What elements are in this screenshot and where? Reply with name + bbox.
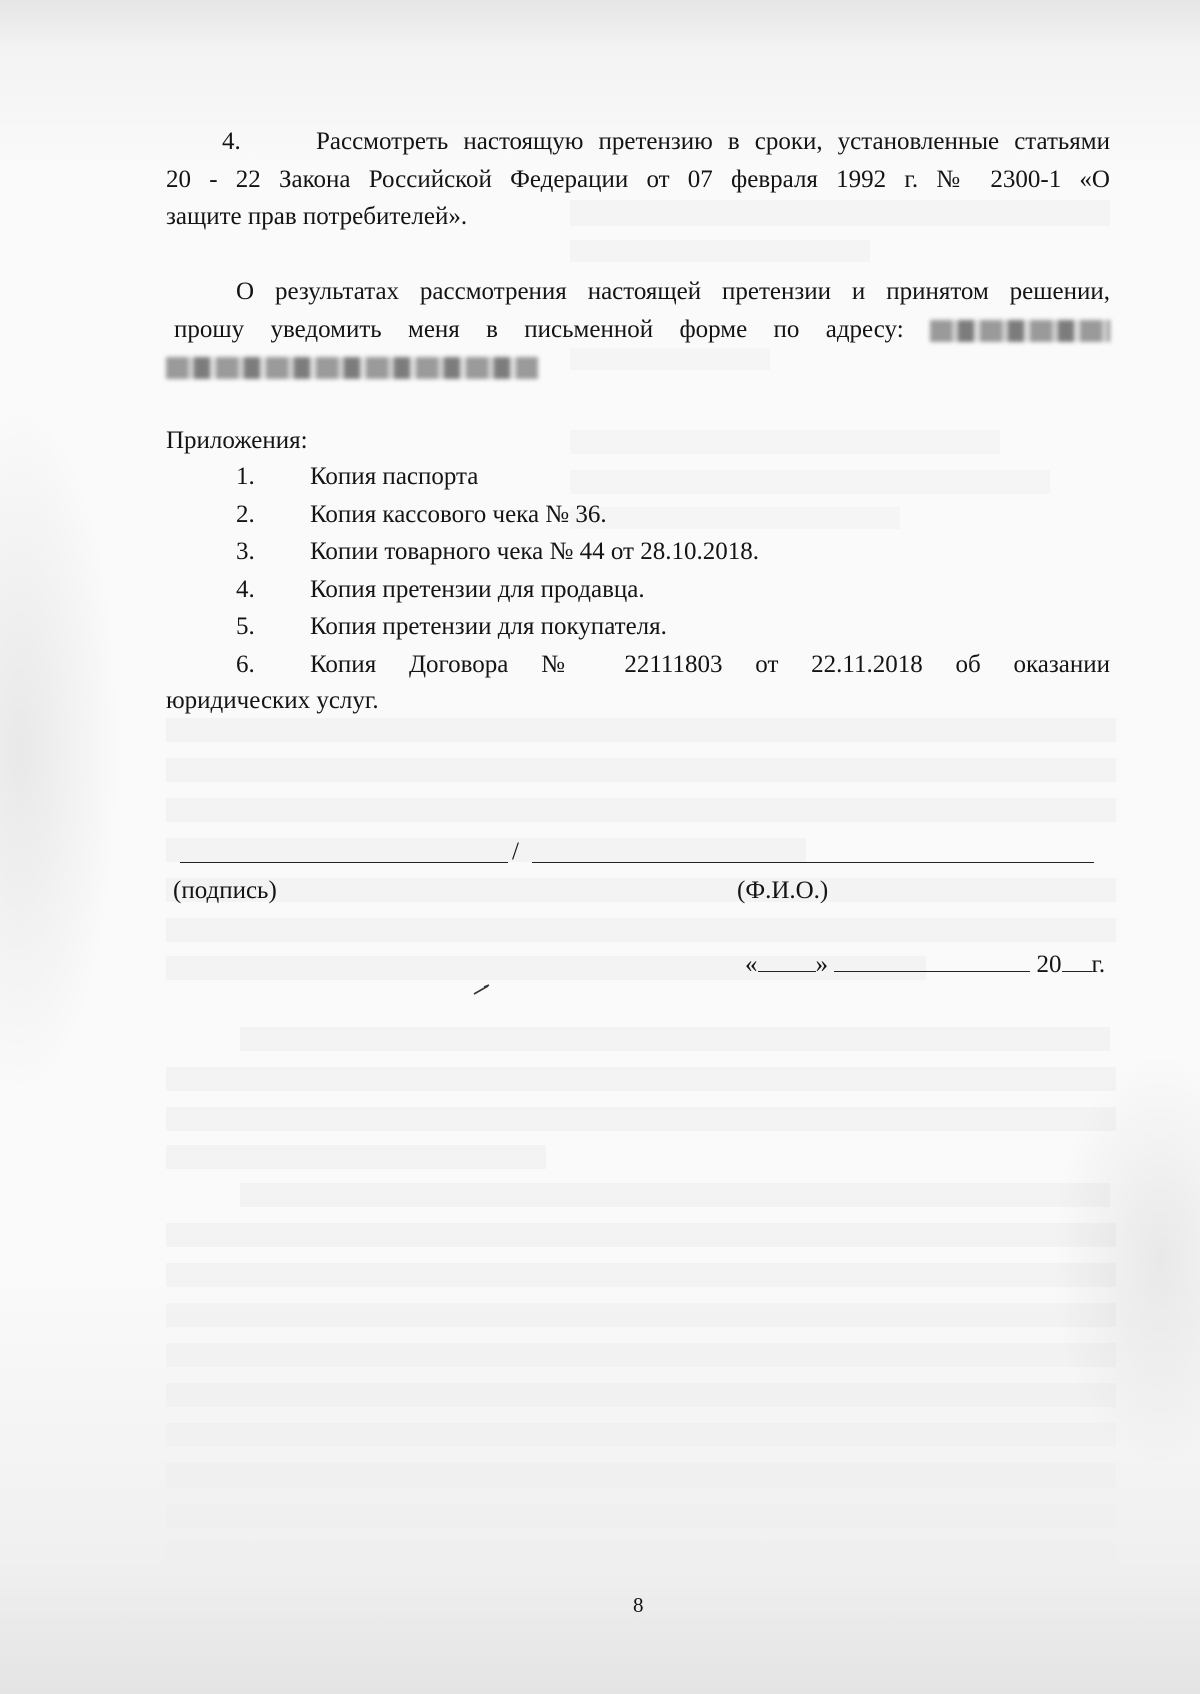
- redacted-address-part-2: [166, 357, 538, 379]
- signature-caption: (подпись): [173, 877, 277, 904]
- full-name-caption: (Ф.И.О.): [737, 877, 829, 904]
- list-item: 2. Копия кассового чека № 36.: [236, 500, 607, 528]
- list-item: 3. Копии товарного чека № 44 от 28.10.2018.: [236, 538, 759, 565]
- claim-item-4: [166, 123, 1110, 236]
- date-day-blank: [758, 949, 816, 972]
- claim-item-4-line-2: 20 - 22 Закона Российской Федерации от 07 февраля 1992 г. № 2300-1 «О: [166, 165, 1110, 193]
- appendix-continuation: юридических услуг.: [166, 687, 379, 714]
- appendix-title: Приложения:: [166, 427, 308, 454]
- list-item: 1. Копия паспорта: [236, 463, 479, 490]
- notice-line-2: прошу уведомить меня в письменной форме по адресу:: [166, 311, 1110, 349]
- list-item: 4. Копия претензии для продавца.: [236, 575, 645, 603]
- page-number: 8: [633, 1593, 644, 1617]
- list-item: 5. Копия претензии для покупателя.: [236, 613, 667, 640]
- appendix-list: [236, 458, 1110, 683]
- notice-paragraph: [166, 273, 1110, 386]
- claim-item-4-line-3: защите прав потребителей».: [166, 203, 468, 230]
- redacted-address-part-1: [930, 320, 1110, 342]
- notice-line-3: [166, 348, 1110, 386]
- list-item: 6. Копия Договора № 22111803 от 22.11.2018 об оказании: [236, 650, 1110, 678]
- signature-separator: /: [512, 838, 519, 865]
- full-name-line: [532, 862, 1094, 863]
- claim-item-4-line-1: 4. Рассмотреть настоящую претензию в сроки, установленные статьями: [222, 128, 1110, 155]
- date-month-blank: [834, 949, 1030, 972]
- claim-item-4-number: 4.: [222, 128, 241, 155]
- pen-mark: [472, 983, 492, 997]
- notice-line-1: О результатах рассмотрения настоящей претензии и принятом решении,: [236, 278, 1110, 305]
- signature-line: [180, 862, 508, 863]
- date-line: « » 20 г.: [745, 951, 1106, 978]
- date-year-blank: [1062, 949, 1092, 972]
